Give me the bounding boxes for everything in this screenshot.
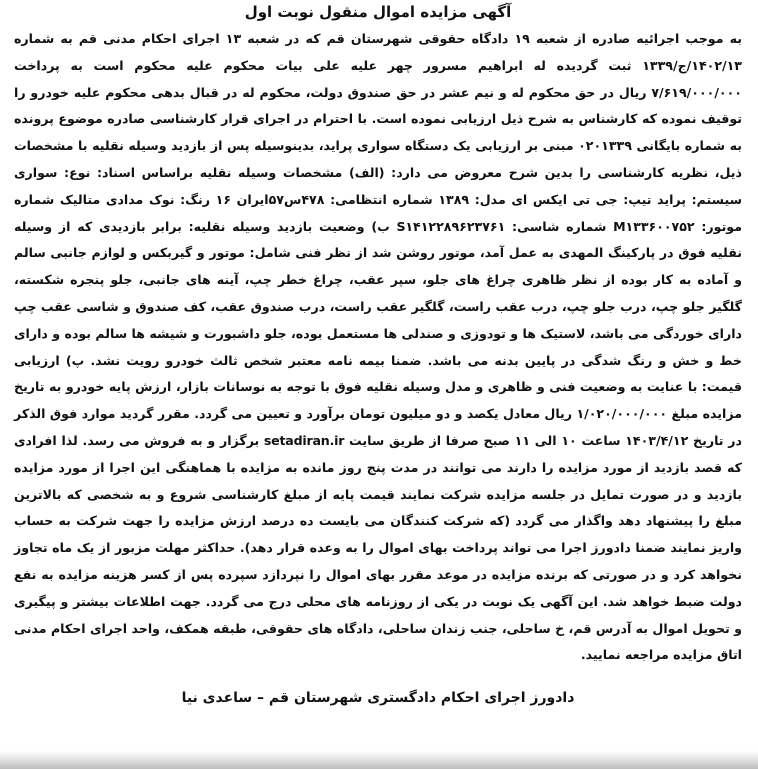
- notice-body: به موجب اجرائیه صادره از شعبه ۱۹ دادگاه حقوقی شهرستان قم که در شعبه ۱۳ اجرای احکام مدنی قم به شماره ۱۴۰۲/۱۳/ج/۱۳۳۹ ثبت گردیده له ابراهیم مسرور چهر علیه علی بیات محکوم علیه محکوم است به پرداخت ۷/۶۱۹/۰۰۰/۰۰۰ ریال در حق محکوم له و نیم عشر در حق صندوق دولت، محکوم له در قبال بدهی محکوم علیه خودرو را توقیف نموده که کارشناس به شرح ذیل ارزیابی نموده است. با احترام در اجرای قرار کارشناسی صادره موضوع پرونده به شماره بایگانی ۰۲۰۱۳۳۹ مبنی بر ارزیابی یک دستگاه سواری پراید، بدینوسیله پس از بازدید وسیله نقلیه با مشخصات ذیل، نظریه کارشناسی را بدین شرح معروض می دارد: (الف) مشخصات وسیله نقلیه براساس اسناد: نوع: سواری سیستم: پراید تیپ: جی تی ایکس ای مدل: ۱۳۸۹ شماره انتظامی: ۴۷۸س۵۷ایران ۱۶ رنگ: نوک مدادی متالیک شماره موتور: M۱۳۳۶۰۰۷۵۲ شماره شاسی: S۱۴۱۲۲۸۹۶۲۳۷۶۱ ب) وضعیت بازدید وسیله نقلیه: برابر بازدیدی که از وسیله نقلیه فوق در پارکینگ المهدی به عمل آمد، موتور روشن شد از نظر فنی شامل: موتور و گیربکس و لوازم جانبی سالم و آماده به کار بوده از نظر ظاهری چراغ های جلو، سپر عقب، چراغ خطر چپ، آینه های جانبی، جلو پنجره شکسته، گلگیر جلو چپ، درب جلو چپ، درب عقب راست، گلگیر عقب راست، درب صندوق عقب، کف صندوق و شاسی عقب چپ دارای خوردگی می باشد، لاستیک ها و تودوزی و صندلی ها مستعمل بوده، جلو داشبورت و شیشه ها سالم بوده و دارای خط و خش و رنگ شدگی در پایین بدنه می باشد. ضمنا بیمه نامه معتبر شخص ثالث خودرو رویت نشد. پ) ارزیابی قیمت: با عنایت به وضعیت فنی و ظاهری و مدل وسیله نقلیه فوق با توجه به نوسانات بازار، ارزش پایه خودرو به تاریخ مزایده مبلغ ۱/۰۲۰/۰۰۰/۰۰۰ ریال معادل یکصد و دو میلیون تومان برآورد و تعیین می گردد. مقرر گردید موارد فوق الذکر در تاریخ ۱۴۰۳/۴/۱۲ ساعت ۱۰ الی ۱۱ صبح صرفا از طریق سایت setadiran.ir برگزار و به فروش می رسد. لذا افرادی که قصد بازدید از مورد مزایده را دارند می توانند در مدت پنج روز مانده به مزایده با هماهنگی این اجرا از مورد مزایده بازدید و در صورت تمایل در جلسه مزایده شرکت نمایند قیمت پایه از مبلغ کارشناسی شروع و به شخصی که بالاترین مبلغ را پیشنهاد دهد واگذار می گردد (که شرکت کنندگان می بایست ده درصد ارزش مزایده را جهت شرکت به حساب واریز نمایند ضمنا دادورز اجرا می تواند پرداخت بهای اموال را به وعده قرار دهد). حداکثر مهلت مزبور از یک ماه تجاوز نخواهد کرد و در صورتی که برنده مزایده در موعد مقرر بهای اموال را نپردازد سپرده پس از کسر هزینه مزایده به نفع دولت ضبط خواهد شد. این آگهی یک نوبت در یکی از روزنامه های محلی درج می گردد. جهت اطلاعات بیشتر و پیگیری و تحویل اموال به آدرس قم، خ ساحلی، جنب زندان ساحلی، دادگاه های حقوقی، طبقه همکف، واحد اجرای احکام مدنی اتاق مزایده مراجعه نمایید.: [14, 31, 742, 663]
- page-bottom-edge: [0, 751, 758, 769]
- auction-notice: [14, 2, 742, 742]
- notice-signature: دادورز اجرای احکام دادگستری شهرستان قم – ساعدی نیا: [181, 690, 575, 707]
- notice-title: آگهی مزایده اموال منقول نوبت اول: [244, 3, 512, 21]
